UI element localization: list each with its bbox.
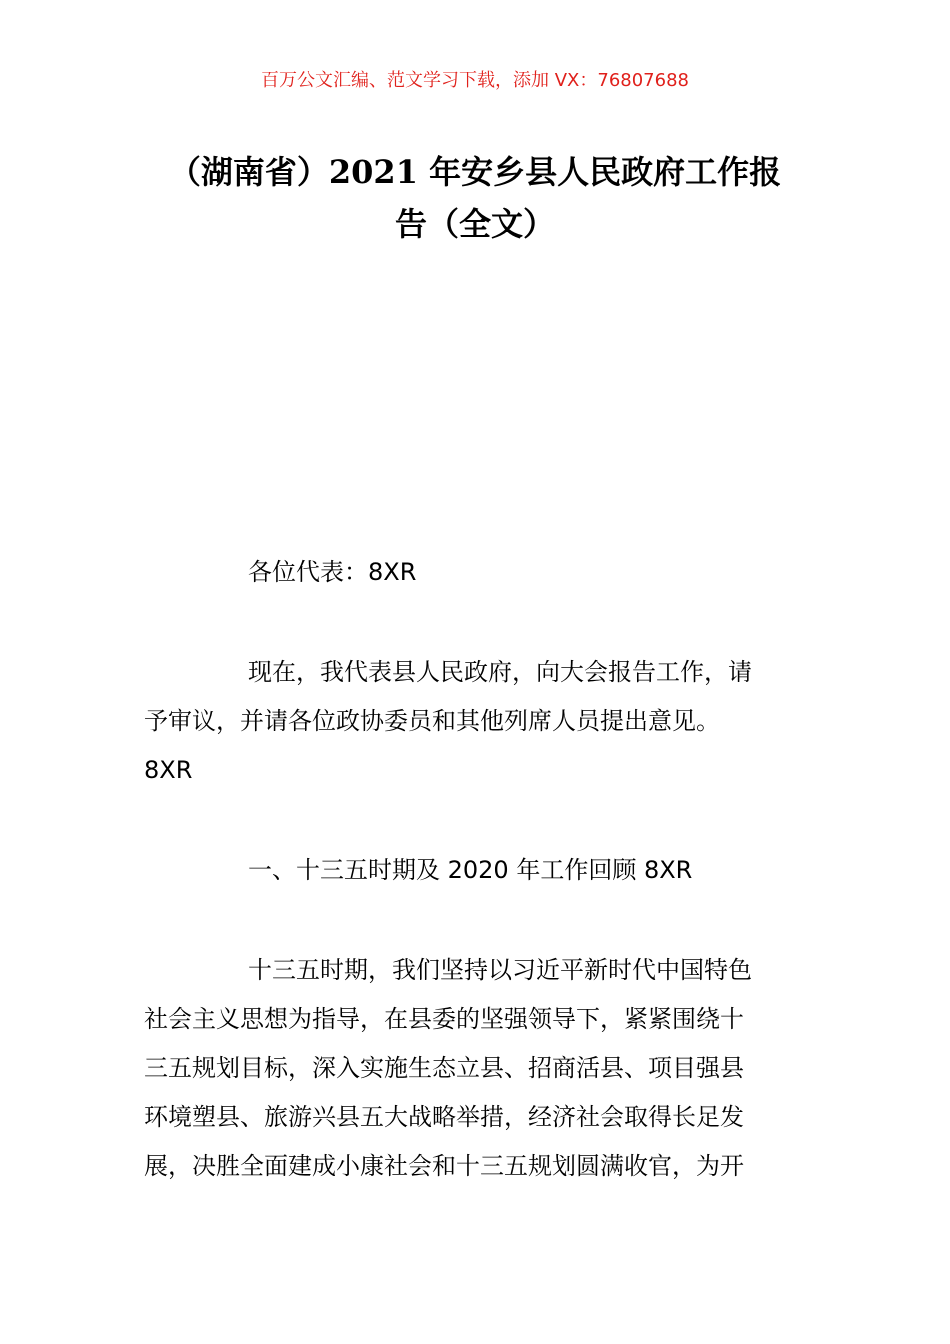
salutation bbox=[144, 548, 814, 597]
header-banner bbox=[0, 68, 950, 94]
section-heading bbox=[144, 846, 814, 895]
paragraph-review bbox=[144, 946, 814, 1191]
paragraph-line: 环境塑县、旅游兴县五大战略举措，经济社会取得长足发 bbox=[144, 1103, 744, 1131]
banner-text: 百万公文汇编、范文学习下载，添加 VX：76807688 bbox=[261, 70, 689, 91]
paragraph-line: 现在，我代表县人民政府，向大会报告工作，请 bbox=[248, 658, 752, 686]
title-line-2: 告（全文） bbox=[394, 205, 555, 243]
paragraph-line: 十三五时期，我们坚持以习近平新时代中国特色 bbox=[248, 956, 752, 984]
paragraph-line: 予审议，并请各位政协委员和其他列席人员提出意见。 bbox=[144, 707, 720, 735]
section-heading-text: 一、十三五时期及 2020 年工作回顾 8XR bbox=[248, 856, 693, 884]
paragraph-line: 8XR bbox=[144, 756, 193, 784]
salutation-text: 各位代表：8XR bbox=[248, 558, 417, 586]
paragraph-line: 展，决胜全面建成小康社会和十三五规划圆满收官，为开 bbox=[144, 1152, 744, 1180]
paragraph-line: 社会主义思想为指导，在县委的坚强领导下，紧紧围绕十 bbox=[144, 1005, 744, 1033]
paragraph-intro bbox=[144, 648, 814, 795]
document-title bbox=[120, 146, 830, 250]
title-line-1: （湖南省）2021 年安乡县人民政府工作报 bbox=[168, 153, 782, 191]
paragraph-line: 三五规划目标，深入实施生态立县、招商活县、项目强县 bbox=[144, 1054, 744, 1082]
